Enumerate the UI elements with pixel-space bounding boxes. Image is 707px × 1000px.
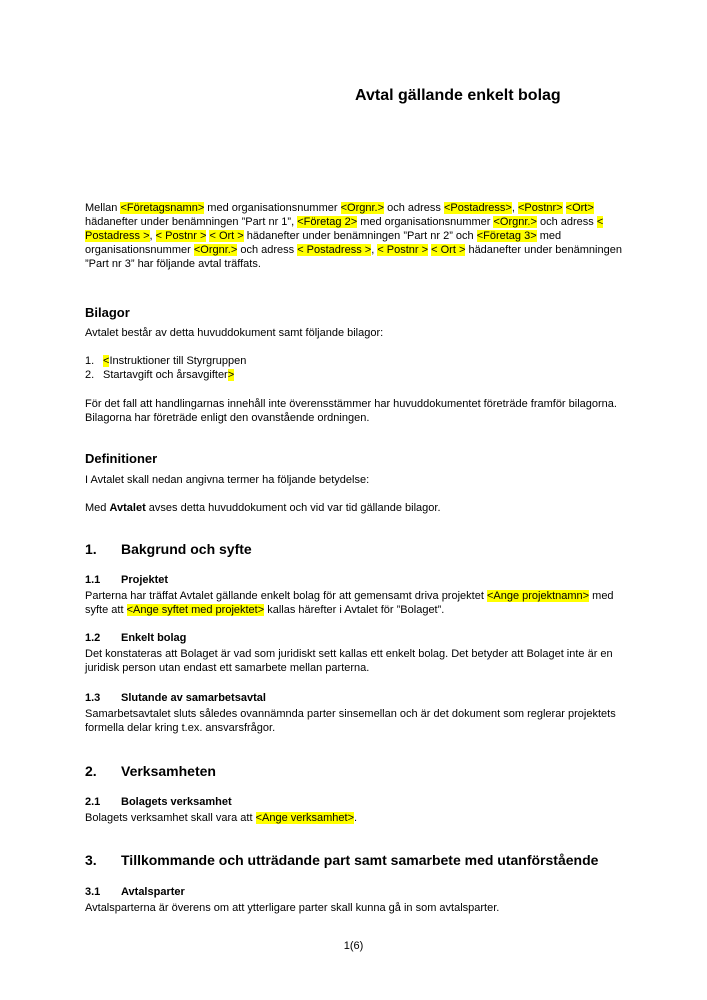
section-title: Verksamheten xyxy=(121,763,216,779)
subsection-3-1-heading xyxy=(85,885,622,899)
subsection-1-2-text xyxy=(85,647,622,675)
subsection-number: 2.1 xyxy=(85,796,101,808)
text-run: Samarbetsavtalet sluts således ovannämnda parter sinsemellan och är det dokument som reglerar projektets formella delar kring t.ex. ansvarsfrågor. xyxy=(85,708,616,734)
placeholder-highlight: <Orgnr.> xyxy=(493,216,537,228)
placeholder-highlight: <Postnr> xyxy=(517,202,563,214)
text-run: Bolagets verksamhet skall vara att xyxy=(85,812,256,824)
section-number: 1. xyxy=(85,541,97,557)
placeholder-highlight: <Ort> xyxy=(565,202,594,214)
item-number: 2. xyxy=(85,369,95,381)
text-run: hädanefter under benämningen ”Part nr 3” har följande avtal träffats. xyxy=(85,244,622,270)
subsection-number: 1.1 xyxy=(85,574,101,586)
placeholder-highlight: > xyxy=(227,369,235,381)
text-run: Startavgift och årsavgifter xyxy=(103,369,228,381)
item-text xyxy=(103,354,246,368)
placeholder-highlight: < xyxy=(103,355,110,367)
document-title: Avtal gällande enkelt bolag xyxy=(355,87,561,104)
section-1-heading xyxy=(85,541,622,558)
attachment-item xyxy=(85,354,622,368)
section-number: 3. xyxy=(85,852,97,868)
placeholder-highlight: <Företag 3> xyxy=(476,230,537,242)
text-run: hädanefter under benämningen ”Part nr 2” och xyxy=(243,230,477,242)
section-title: Tillkommande och utträdande part samt samarbete med utanförstående xyxy=(121,852,599,868)
page-number: 1(6) xyxy=(343,940,364,952)
text-run: med organisationsnummer xyxy=(204,202,341,214)
bilagor-intro: Avtalet består av detta huvuddokument samt följande bilagor: xyxy=(85,327,384,339)
placeholder-highlight: <Ange syftet med projektet> xyxy=(126,604,265,616)
subsection-1-1-text xyxy=(85,589,622,617)
subsection-number: 3.1 xyxy=(85,886,101,898)
placeholder-highlight: < Postnr > xyxy=(377,244,429,256)
section-2-heading xyxy=(85,763,622,780)
text-run: kallas härefter i Avtalet för ”Bolaget”. xyxy=(264,604,445,616)
placeholder-highlight: < Postadress > xyxy=(85,216,604,242)
attachment-item xyxy=(85,368,622,382)
subsection-2-1-heading xyxy=(85,795,622,809)
subsection-1-2-heading xyxy=(85,631,622,645)
text-run: avses detta huvuddokument och vid var tid gällande bilagor. xyxy=(145,502,441,514)
text-run: , xyxy=(371,244,378,256)
text-run: , xyxy=(149,230,156,242)
text-run: och adress xyxy=(384,202,444,214)
placeholder-highlight: <Företagsnamn> xyxy=(120,202,205,214)
subsection-1-3-heading xyxy=(85,691,622,705)
placeholder-highlight: <Ange verksamhet> xyxy=(255,812,355,824)
subsection-3-1-text xyxy=(85,901,622,915)
bilagor-note: För det fall att handlingarnas innehåll inte överensstämmer har huvuddokumentet företräde framför bilagorna. Bilagorna har företräde enligt den ovanstående ordningen. xyxy=(85,398,617,424)
intro-paragraph xyxy=(85,201,622,271)
text-run: Avtalsparterna är överens om att ytterligare parter skall kunna gå in som avtalsparter. xyxy=(85,902,500,914)
attachment-list xyxy=(85,354,622,382)
section-3-heading xyxy=(85,852,622,869)
subsection-title: Enkelt bolag xyxy=(121,632,187,644)
text-run: Avtalet xyxy=(109,502,146,514)
text-run: Det konstateras att Bolaget är vad som juridiskt sett kallas ett enkelt bolag. Det betyder att Bolaget inte är en juridisk person utan endast ett samarbete mellan parterna. xyxy=(85,648,613,674)
text-run: . xyxy=(354,812,358,824)
placeholder-highlight: <Företag 2> xyxy=(297,216,358,228)
subsection-title: Avtalsparter xyxy=(121,886,185,898)
placeholder-highlight: < Ort > xyxy=(431,244,466,256)
bilagor-heading: Bilagor xyxy=(85,305,130,320)
placeholder-highlight: <Ange projektnamn> xyxy=(486,590,590,602)
subsection-number: 1.3 xyxy=(85,692,101,704)
placeholder-highlight: <Orgnr.> xyxy=(340,202,385,214)
placeholder-highlight: < Postadress > xyxy=(297,244,372,256)
placeholder-highlight: <Orgnr.> xyxy=(193,244,238,256)
text-run: hädanefter under benämningen ”Part nr 1”, xyxy=(85,216,298,228)
placeholder-highlight: < Ort > xyxy=(209,230,244,242)
text-run: med organisationsnummer xyxy=(85,230,562,256)
item-number: 1. xyxy=(85,355,95,367)
text-run: och adress xyxy=(237,244,298,256)
text-run: Instruktioner till Styrgruppen xyxy=(109,355,247,367)
subsection-2-1-text xyxy=(85,811,622,825)
text-run: , xyxy=(511,202,518,214)
subsection-1-1-heading xyxy=(85,573,622,587)
definition-avtalet xyxy=(85,501,622,515)
subsection-1-3-text xyxy=(85,707,622,735)
placeholder-highlight: <Postadress> xyxy=(443,202,512,214)
placeholder-highlight: < Postnr > xyxy=(155,230,207,242)
text-run: Parterna har träffat Avtalet gällande enkelt bolag för att gemensamt driva projektet xyxy=(85,590,487,602)
text-run: Med xyxy=(85,502,110,514)
text-run: Mellan xyxy=(85,202,121,214)
text-run: med organisationsnummer xyxy=(357,216,494,228)
text-run: och adress xyxy=(536,216,597,228)
section-number: 2. xyxy=(85,763,97,779)
text-run: med syfte att xyxy=(85,590,614,616)
subsection-title: Projektet xyxy=(121,574,169,586)
section-title: Bakgrund och syfte xyxy=(121,541,252,557)
subsection-title: Bolagets verksamhet xyxy=(121,796,232,808)
definitioner-heading: Definitioner xyxy=(85,451,158,466)
subsection-number: 1.2 xyxy=(85,632,101,644)
subsection-title: Slutande av samarbetsavtal xyxy=(121,692,266,704)
definitions-intro: I Avtalet skall nedan angivna termer ha följande betydelse: xyxy=(85,474,370,486)
item-text xyxy=(103,368,234,382)
